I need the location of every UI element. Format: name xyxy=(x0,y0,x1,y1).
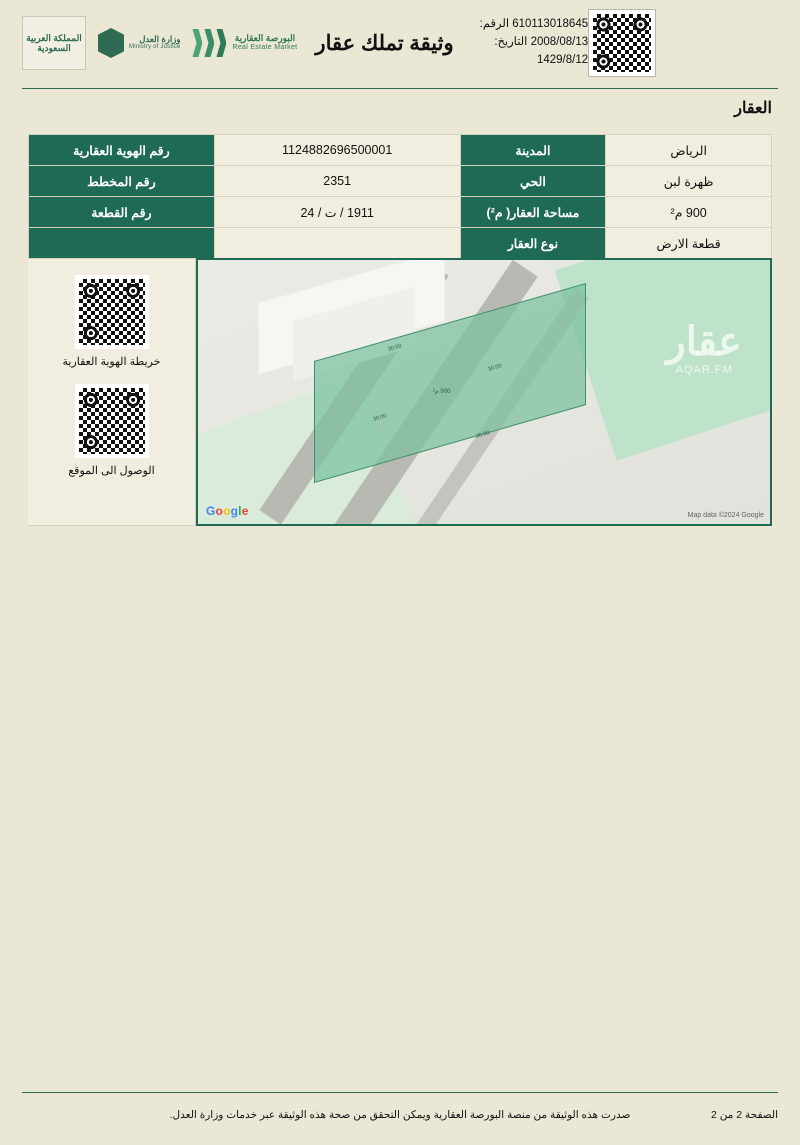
table-row xyxy=(29,228,772,259)
real-estate-market-logo xyxy=(192,29,297,57)
document-date-hijri: 1429/8/12 xyxy=(536,53,589,66)
real-estate-identity-map-qr[interactable] xyxy=(75,275,149,349)
google-logo-letter: l xyxy=(238,504,242,518)
justice-scales-icon xyxy=(98,28,124,58)
watermark-latin: AQAR.FM xyxy=(675,364,733,376)
cell-parcel-number-header: رقم القطعة xyxy=(29,197,215,228)
document-qr-code[interactable] xyxy=(588,9,656,77)
cell-plan-number-value: 2351 xyxy=(214,166,460,197)
document-footer xyxy=(22,1109,778,1121)
cell-plan-number-header: رقم المخطط xyxy=(29,166,215,197)
cell-area-value: 900 م² xyxy=(606,197,772,228)
watermark-arabic: عقار xyxy=(666,320,742,364)
map-edge-label: 30.00 xyxy=(487,363,503,373)
property-info-table-wrapper xyxy=(28,134,772,259)
google-logo xyxy=(206,504,249,518)
cell-district-header: الحي xyxy=(460,166,606,197)
google-logo-letter: g xyxy=(230,504,239,518)
table-row xyxy=(29,197,772,228)
table-row xyxy=(29,135,772,166)
map-parcel-area-label: 900 م² xyxy=(433,389,451,395)
map-edge-label: 30.00 xyxy=(372,413,388,423)
ministry-name-en: Ministry of Justice xyxy=(129,44,181,51)
cell-city-value: الرياض xyxy=(606,135,772,166)
cell-empty-1 xyxy=(214,228,460,259)
footer-disclaimer: صدرت هذه الوثيقة من منصة البورصة العقارية ويمكن التحقق من صحة هذه الوثيقة عبر خدمات وزارة العدل. xyxy=(169,1109,631,1121)
document-date-line xyxy=(480,34,589,52)
document-number-line xyxy=(480,16,589,34)
footer-divider xyxy=(22,1092,778,1093)
cell-parcel-number-value: 1911 / ت / 24 xyxy=(214,197,460,228)
map-attribution: Map data ©2024 Google xyxy=(687,512,764,519)
document-number-label: الرقم: xyxy=(479,18,510,31)
map-edge-label: 30.00 xyxy=(387,343,403,353)
ministry-of-justice-logo xyxy=(98,28,180,58)
google-logo-letter: G xyxy=(206,504,216,518)
header-logos xyxy=(22,16,297,70)
cell-area-header: مساحة العقار( م²) xyxy=(460,197,606,228)
document-meta xyxy=(480,16,589,69)
document-date-label: التاريخ: xyxy=(494,36,528,49)
market-name-en: Real Estate Market xyxy=(232,44,298,52)
google-logo-letter: o xyxy=(215,504,224,518)
cell-real-estate-id-value: 1124882696500001 xyxy=(214,135,460,166)
chevrons-icon xyxy=(192,29,226,57)
cell-property-type-header: نوع العقار xyxy=(460,228,606,259)
parcel-map[interactable] xyxy=(196,258,772,526)
cell-city-header: المدينة xyxy=(460,135,606,166)
saudi-emblem-icon xyxy=(22,16,86,70)
document-date-gregorian: 2008/08/13 xyxy=(530,36,589,49)
header-divider xyxy=(22,88,778,89)
location-access-caption: الوصول الى الموقع xyxy=(68,464,155,477)
cell-property-type-value: قطعة الارض xyxy=(606,228,772,259)
map-block xyxy=(28,258,772,526)
emblem-text: المملكة العربية السعودية xyxy=(26,32,82,53)
location-access-qr[interactable] xyxy=(75,384,149,458)
footer-page-number: الصفحة 2 من 2 xyxy=(711,1109,778,1121)
cell-district-value: ظهرة لبن xyxy=(606,166,772,197)
cell-real-estate-id-header: رقم الهوية العقارية xyxy=(29,135,215,166)
document-header xyxy=(0,0,800,86)
map-edge-label: 30.00 xyxy=(475,430,491,440)
section-title-property: العقار xyxy=(734,100,772,117)
cell-empty-header xyxy=(29,228,215,259)
map-side-qr-panel xyxy=(28,258,196,526)
google-logo-letter: o xyxy=(223,504,231,518)
page-title: وثيقة تملك عقار xyxy=(315,31,454,55)
real-estate-identity-map-caption: خريطة الهوية العقارية xyxy=(62,356,161,368)
table-row xyxy=(29,166,772,197)
market-name-ar: البورصة العقارية xyxy=(234,33,296,44)
document-number-value: 610113018645 xyxy=(512,18,589,31)
property-info-table xyxy=(28,134,772,259)
google-logo-letter: e xyxy=(241,504,249,518)
ministry-name-ar: وزارة العدل xyxy=(139,33,181,44)
